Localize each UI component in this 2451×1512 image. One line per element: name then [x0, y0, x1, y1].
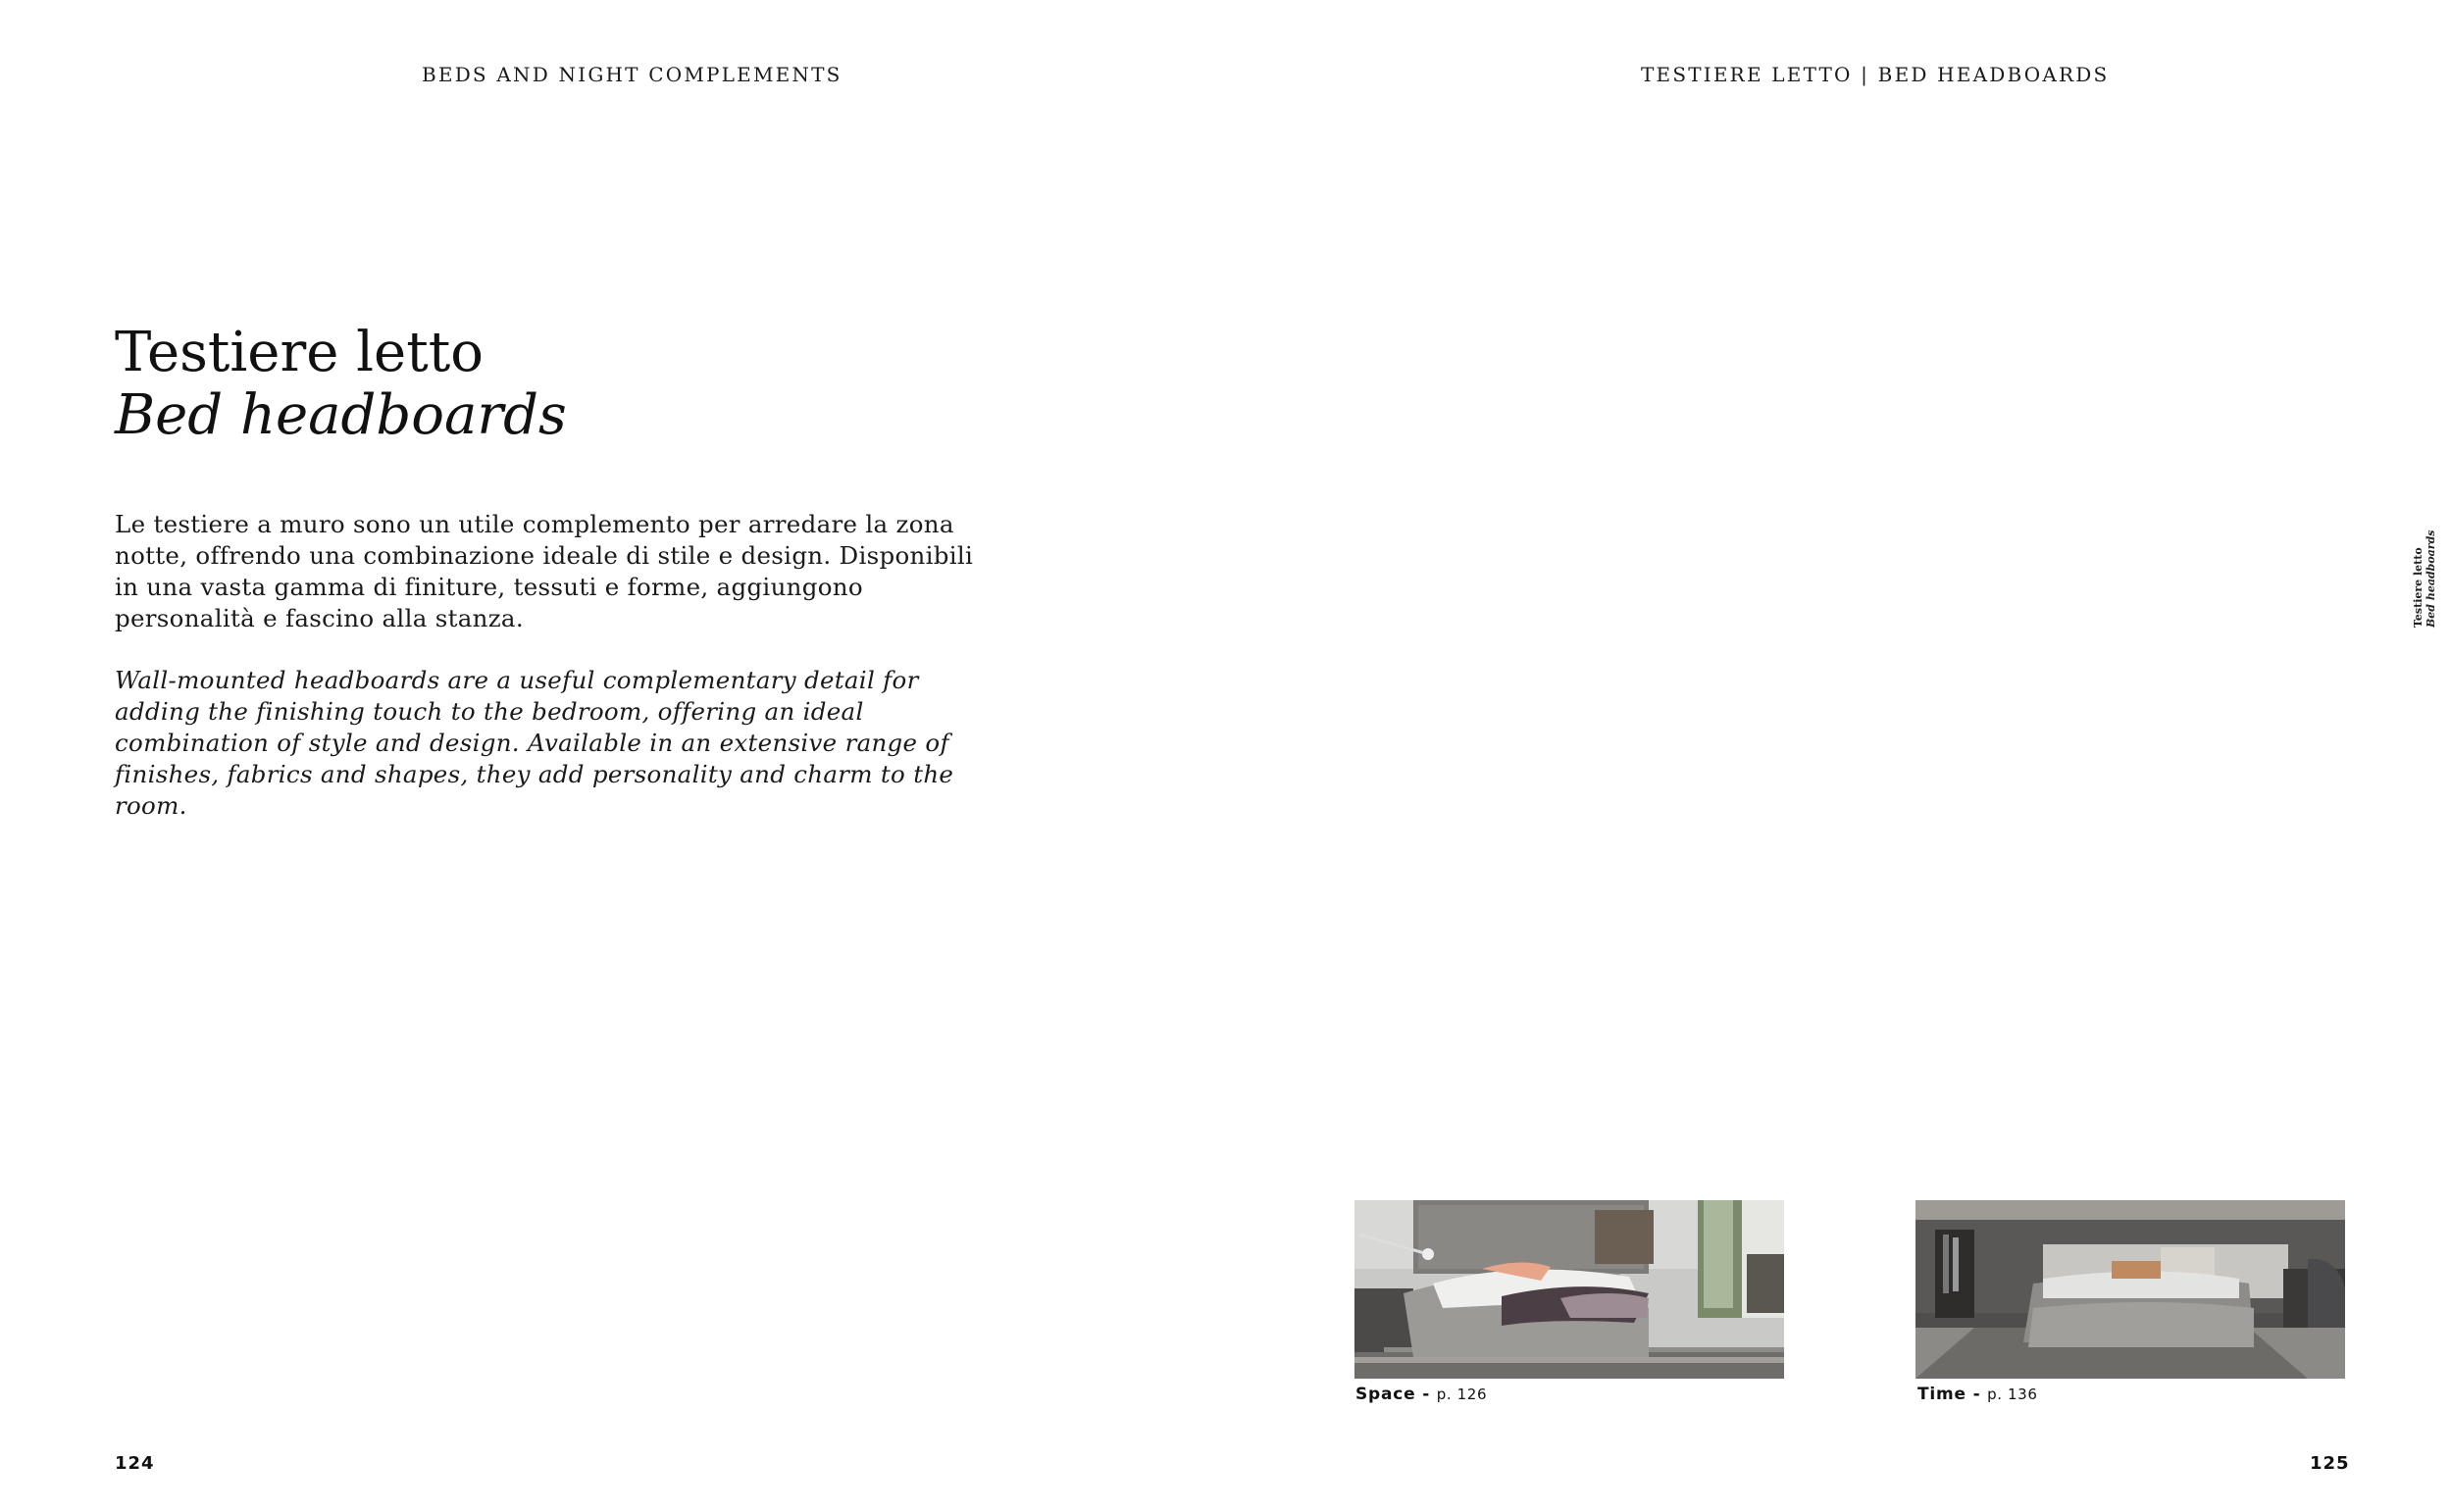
- title-italian: Testiere letto: [115, 321, 484, 384]
- body-text-italian: Le testiere a muro sono un utile complemento per arredare la zona notte, offrendo una combinazione ideale di stile e design. Disponibili in una vasta gamma di finiture, tessuti e forme, aggiungono personalità e fascino alla stanza.: [115, 510, 974, 632]
- space-name: Space: [1355, 1385, 1416, 1404]
- page-title: [115, 322, 567, 447]
- title-english: Bed headboards: [115, 383, 567, 447]
- time-separator: -: [1966, 1385, 1988, 1404]
- space-product-image[interactable]: [1354, 1200, 1784, 1379]
- running-head-right: TESTIERE LETTO | BED HEADBOARDS: [1641, 63, 2110, 86]
- side-section-tab: [2412, 520, 2451, 628]
- page-number-right: 125: [2310, 1453, 2350, 1474]
- space-page-ref: p. 126: [1436, 1386, 1488, 1403]
- time-name: Time: [1917, 1385, 1966, 1404]
- body-text-english: Wall-mounted headboards are a useful complementary detail for adding the finishing touch to the bedroom, offering an ideal combination of style and design. Available in an extensive range of finishes, fabrics and shapes, they add personality and charm to the room.: [115, 666, 954, 820]
- space-caption[interactable]: [1355, 1385, 1487, 1404]
- space-separator: -: [1415, 1385, 1437, 1404]
- side-tab-italian: Testiere letto: [2412, 547, 2425, 628]
- side-tab-english: Bed headboards: [2425, 529, 2437, 628]
- space-bedroom-photo: [1354, 1200, 1784, 1379]
- page-number-left: 124: [115, 1453, 155, 1474]
- running-head-left: BEDS AND NIGHT COMPLEMENTS: [422, 63, 843, 86]
- time-caption[interactable]: [1917, 1385, 2037, 1404]
- time-product-image[interactable]: [1915, 1200, 2345, 1379]
- time-bedroom-photo: [1915, 1200, 2345, 1379]
- time-page-ref: p. 136: [1987, 1386, 2038, 1403]
